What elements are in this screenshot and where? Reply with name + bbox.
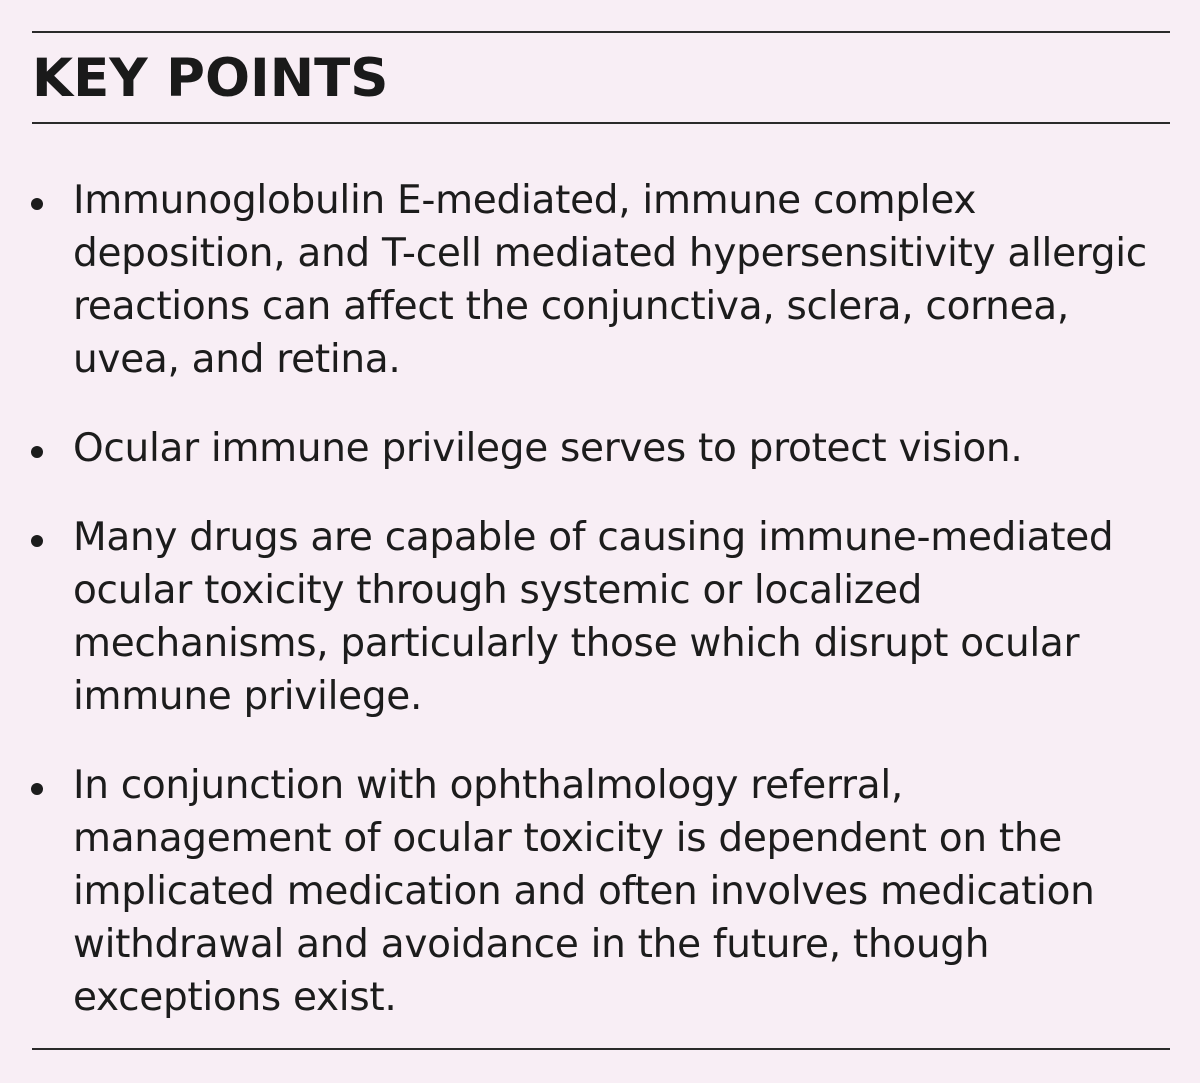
bottom-divider — [32, 1048, 1170, 1050]
bullet-icon — [31, 446, 43, 458]
key-point-item — [0, 174, 1200, 386]
key-point-item — [0, 422, 1200, 475]
key-point-text: Many drugs are capable of causing immune-mediated ocular toxicity through systemic or localized mechanisms, particularly those which disrupt ocular immune privilege. — [73, 515, 1114, 719]
key-points-list — [0, 174, 1200, 1060]
key-point-text: In conjunction with ophthalmology referral, management of ocular toxicity is dependent on the implicated medication and often involves medication withdrawal and avoidance in the future, though exceptions exist. — [73, 763, 1095, 1020]
key-points-heading: KEY POINTS — [32, 48, 389, 109]
key-point-text: Ocular immune privilege serves to protect vision. — [73, 426, 1023, 471]
key-point-item — [0, 511, 1200, 723]
heading-divider — [32, 122, 1170, 124]
bullet-icon — [31, 783, 43, 795]
key-point-text: Immunoglobulin E-mediated, immune complex deposition, and T-cell mediated hypersensitivity allergic reactions can affect the conjunctiva, sclera, cornea, uvea, and retina. — [73, 178, 1147, 382]
top-divider — [32, 31, 1170, 33]
bullet-icon — [31, 198, 43, 210]
bullet-icon — [31, 535, 43, 547]
key-point-item — [0, 759, 1200, 1024]
